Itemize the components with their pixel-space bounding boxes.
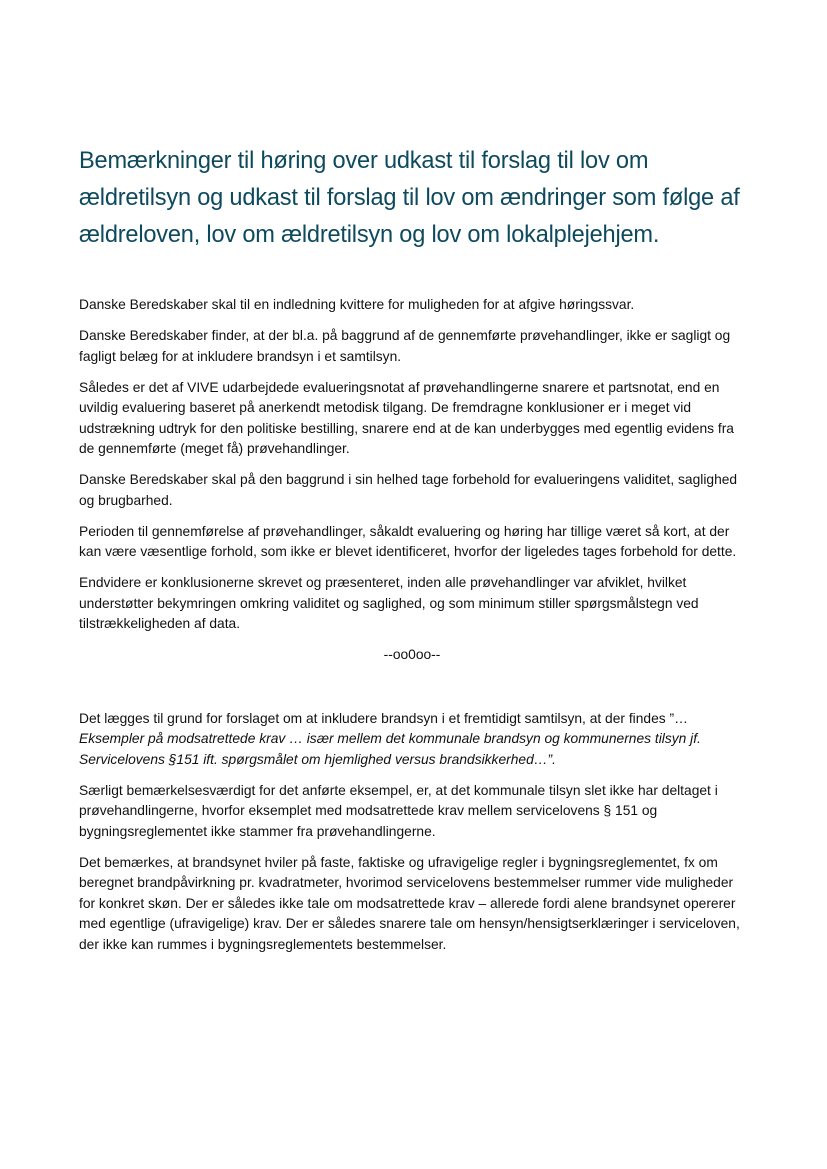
section-separator: --oo0oo-- — [383, 647, 441, 662]
paragraph-example-note: Særligt bemærkelsesværdigt for det anførte eksempel, er, at det kommunale tilsyn slet ikke har deltaget i prøvehandlingerne, hvorfor eksemplet med modsatrettede krav mellem servicelovens § 151 og bygningsreglementet ikke stammer fra prøvehandlingerne. — [79, 782, 718, 839]
paragraph-period: Perioden til gennemførelse af prøvehandlinger, såkaldt evaluering og høring har tillige været så kort, at der kan være væsentlige forhold, som ikke er blevet identificeret, hvorfor der ligeledes tages forbehold for dette. — [79, 523, 737, 559]
paragraph-reservation: Danske Beredskaber skal på den baggrund i sin helhed tage forbehold for evalueringens validitet, saglighed og brugbarhed. — [79, 472, 738, 508]
document-title: Bemærkninger til høring over udkast til forslag til lov om ældretilsyn og udkast til forslag til lov om ændringer som følge af ældreloven, lov om ældretilsyn og lov om lokalplejehjem. — [79, 148, 740, 248]
paragraph-conclusions: Endvidere er konklusionerne skrevet og præsenteret, inden alle prøvehandlinger var afviklet, hvilket understøtter bekymringen omkring validitet og saglighed, og som minimum stiller spørgsmålstegn ved tilstrækkeligheden af data. — [79, 575, 699, 631]
quote-lead: Det lægges til grund for forslaget om at inkludere brandsyn i et fremtidigt samtilsyn, at der findes ”… — [79, 710, 688, 726]
paragraph-vive-evaluation: Således er det af VIVE udarbejdede evalueringsnotat af prøvehandlingerne snarere et partsnotat, end en uvildig evaluering baseret på anerkendt metodisk tilgang. De fremdragne konklusioner er i meget vid udstrækning udtryk for den politiske bestilling, snarere end at de kan underbygges med egentlig evidens fra de gennemførte (meget få) prøvehandlinger. — [79, 379, 734, 456]
paragraph-quote — [79, 709, 745, 771]
document-page — [79, 143, 745, 966]
paragraph-building-regulations: Det bemærkes, at brandsynet hviler på faste, faktiske og ufravigelige regler i bygningsreglementet, fx om beregnet brandpåvirkning pr. kvadratmeter, hvorimod servicelovens bestemmelser rummer vide muligheder for konkret skøn. Der er således ikke tale om modsatrettede krav – allerede fordi alene brandsynet opererer med egentlige (ufravigelige) krav. Der er således snarere tale om hensyn/hensigtserklæringer i serviceloven, der ikke kan rummes i bygningsreglementets bestemmelser. — [79, 854, 740, 952]
paragraph-position: Danske Beredskaber finder, at der bl.a. på baggrund af de gennemførte prøvehandlinger, ikke er sagligt og fagligt belæg for at inkludere brandsyn i et samtilsyn. — [79, 328, 731, 364]
paragraph-intro: Danske Beredskaber skal til en indledning kvittere for muligheden for at afgive høringssvar. — [79, 297, 635, 312]
quote-italic: Eksempler på modsatrettede krav … især mellem det kommunale brandsyn og kommunernes tilsyn jf. Servicelovens §151 ift. spørgsmålet om hjemlighed versus brandsikkerhed…”. — [79, 731, 701, 767]
document-body — [79, 295, 745, 955]
